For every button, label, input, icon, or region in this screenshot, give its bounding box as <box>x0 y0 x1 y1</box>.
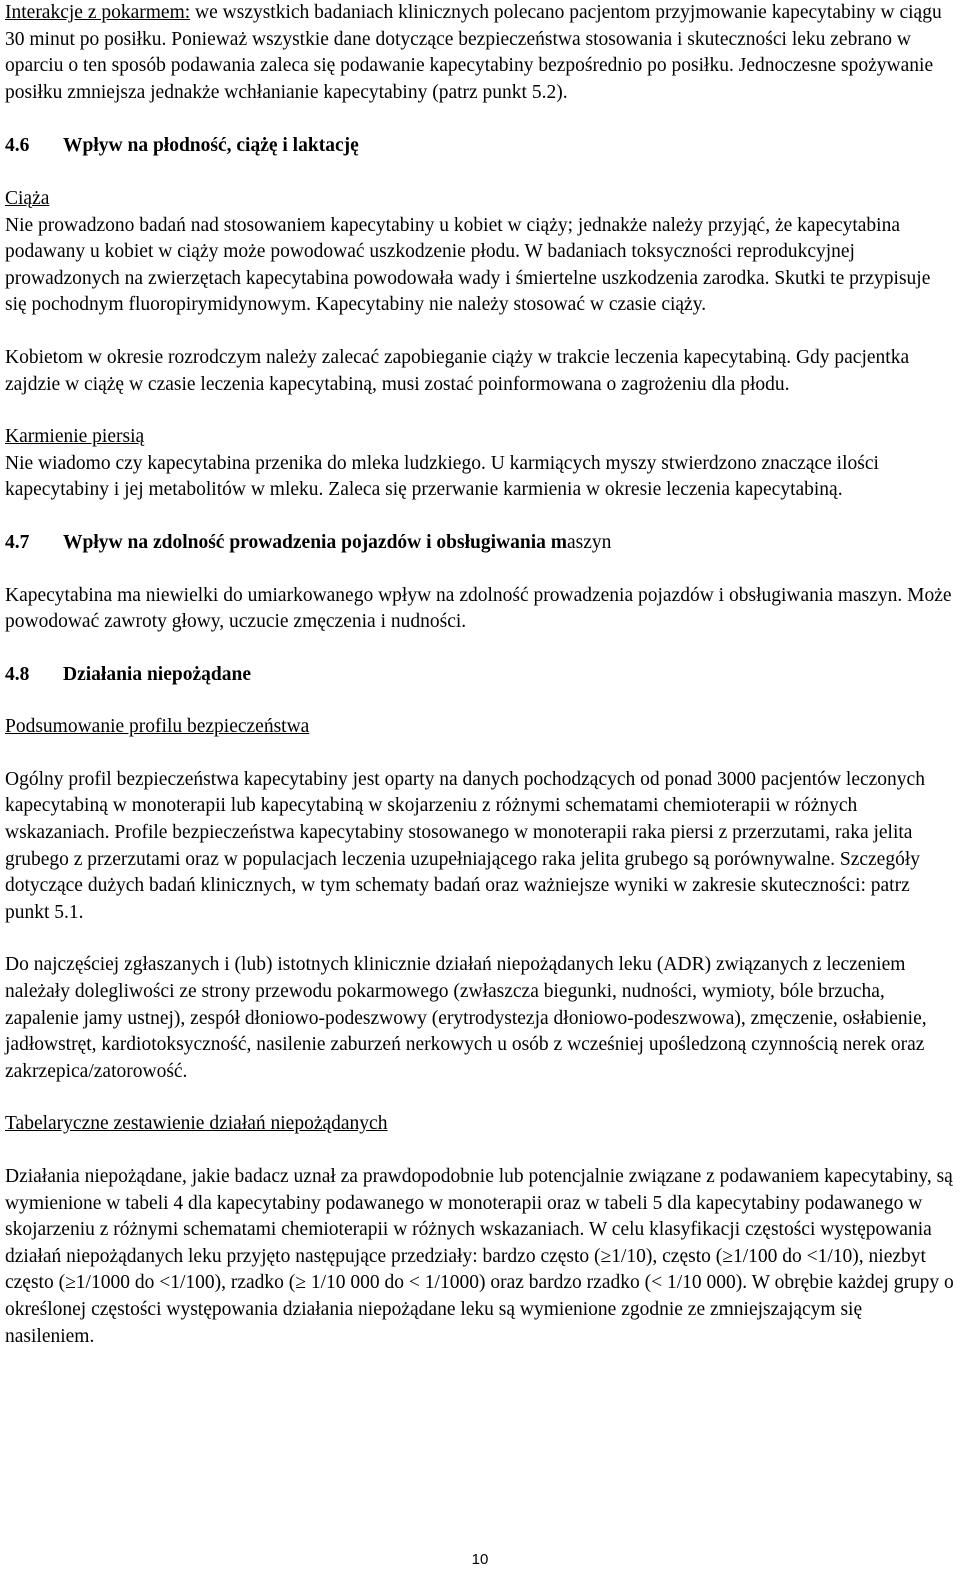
driving-paragraph: Kapecytabina ma niewielki do umiarkowanego wpływ na zdolność prowadzenia pojazdów i obsługiwania maszyn. Może powodować zawroty głowy, uczucie zmęczenia i nudności. <box>5 584 952 633</box>
page-number: 10 <box>471 1551 489 1568</box>
summary-paragraph: Ogólny profil bezpieczeństwa kapecytabiny jest oparty na danych pochodzących od ponad 3000 pacjentów leczonych kapecytabiną w monoterapii lub kapecytabiną w skojarzeniu z różnymi schematami chemioterapii w różnych wskazaniach. Profile bezpieczeństwa kapecytabiny stosowanego w monoterapii raka piersi z przerzutami, raka jelita grubego z przerzutami oraz w populacjach leczenia uzupełniającego raka jelita grubego są porównywalne. Szczegóły dotyczące dużych badań klinicznych, w tym schematy badań oraz ważniejsze wyniki w zakresie skuteczności: patrz punkt 5.1. <box>5 768 925 923</box>
intro-label: Interakcje z pokarmem: <box>5 2 191 23</box>
pregnancy-paragraph: Nie prowadzono badań nad stosowaniem kapecytabiny u kobiet w ciąży; jednakże należy przyjąć, że kapecytabina podawany u kobiet w ciąży może powodować uszkodzenie płodu. W badaniach toksyczności reprodukcyjnej prowadzonych na zwierzętach kapecytabina powodowała wady i śmiertelne uszkodzenia zarodka. Skutki te przypisuje się pochodnym fluoropirymidynowym. Kapecytabiny nie należy stosować w czasie ciąży. <box>5 214 931 316</box>
table-paragraph: Działania niepożądane, jakie badacz uznał za prawdopodobnie lub potencjalnie związane z podawaniem kapecytabiny, są wymienione w tabeli 4 dla kapecytabiny podawanego w monoterapii oraz w tabeli 5 dla kapecytabiny podawanego w skojarzeniu z różnymi schematami chemioterapii w różnych wskazaniach. W celu klasyfikacji częstości występowania działań niepożądanych leku przyjęto następujące przedziały: bardzo często (≥1/10), często (≥1/100 do <1/10), niezbyt często (≥1/1000 do <1/100), rzadko (≥ 1/10 000 do < 1/1000) oraz bardzo rzadko (< 1/10 000). W obrębie każdej grupy o określonej częstości występowania działania niepożądane leku są wymienione zgodnie ze zmniejszającym się nasileniem. <box>5 1166 954 1347</box>
women-paragraph: Kobietom w okresie rozrodczym należy zalecać zapobieganie ciąży w trakcie leczenia kapecytabiną. Gdy pacjentka zajdzie w ciążę w czasie leczenia kapecytabiną, musi zostać poinformowana o zagrożeniu dla płodu. <box>5 346 910 395</box>
section-4-8-heading <box>5 662 955 689</box>
intro-text: we wszystkich badaniach klinicznych polecano pacjentom przyjmowanie kapecytabiny w ciągu 30 minut po posiłku. Ponieważ wszystkie dane dotyczące bezpieczeństwa stosowania i skuteczności leku zebrano w oparciu o ten sposób podawania zaleca się podawanie kapecytabiny bezpośrednio po posiłku. Jednoczesne spożywanie posiłku zmniejsza jednakże wchłanianie kapecytabiny (patrz punkt 5.2). <box>5 2 942 103</box>
document-page <box>5 0 955 1350</box>
section-4-7-number: 4.7 <box>5 531 30 553</box>
section-4-8-number: 4.8 <box>5 663 30 685</box>
summary-heading: Podsumowanie profilu bezpieczeństwa <box>5 716 310 738</box>
section-4-7-title: Wpływ na zdolność prowadzenia pojazdów i obsługiwania m <box>63 531 568 553</box>
breastfeeding-paragraph: Nie wiadomo czy kapecytabina przenika do mleka ludzkiego. U karmiących myszy stwierdzono znaczące ilości kapecytabiny i jej metabolitów w mleku. Zaleca się przerwanie karmienia w okresie leczenia kapecytabiną. <box>5 452 879 501</box>
section-4-6-title: Wpływ na płodność, ciążę i laktację <box>63 135 359 157</box>
section-4-6-heading <box>5 133 955 160</box>
table-heading: Tabelaryczne zestawienie działań niepożądanych <box>5 1113 388 1135</box>
pregnancy-heading: Ciąża <box>5 187 50 209</box>
breastfeeding-heading: Karmienie piersią <box>5 426 145 448</box>
intro-paragraph <box>5 0 955 106</box>
section-4-8-title: Działania niepożądane <box>63 663 251 685</box>
adr-paragraph: Do najczęściej zgłaszanych i (lub) istotnych klinicznie działań niepożądanych leku (ADR) związanych z leczeniem należały dolegliwości ze strony przewodu pokarmowego (zwłaszcza biegunki, nudności, wymioty, bóle brzucha, zapalenie jamy ustnej), zespół dłoniowo-podeszwowy (erytrodystezja dłoniowo-podeszwowa), zmęczenie, osłabienie, jadłowstręt, kardiotoksyczność, nasilenie zaburzeń nerkowych u osób z wcześniej upośledzoną czynnością nerek oraz zakrzepica/zatorowość. <box>5 954 927 1082</box>
section-4-7-heading <box>5 530 955 557</box>
section-4-6-number: 4.6 <box>5 135 30 157</box>
section-4-7-title-end: aszyn <box>567 531 612 553</box>
